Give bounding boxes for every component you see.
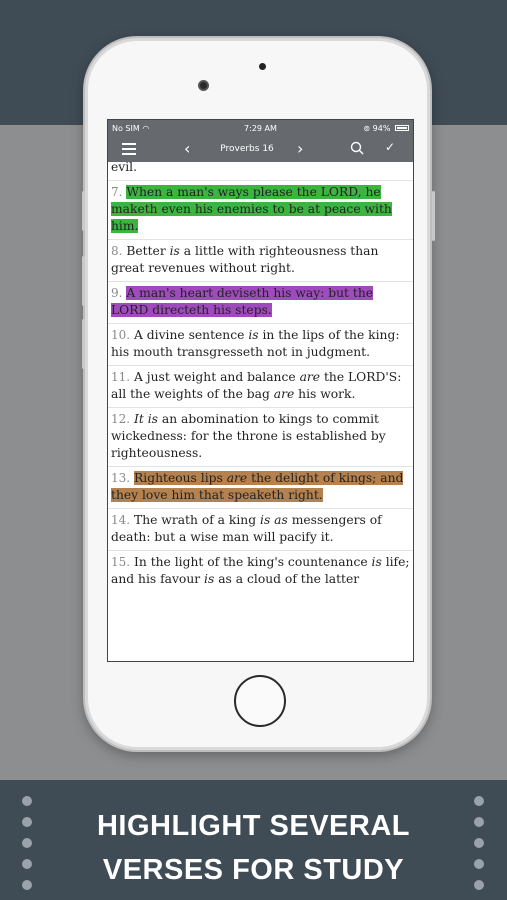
app-screen (107, 119, 414, 662)
verse-number: 12. (111, 412, 131, 426)
battery-percent: 94% (372, 123, 391, 133)
verse-7[interactable] (108, 181, 413, 240)
verse-number: 8. (111, 244, 123, 258)
chapter-title[interactable]: Proverbs 16 (220, 144, 274, 154)
power-button (432, 191, 435, 241)
phone-frame (85, 38, 430, 750)
verse-13[interactable] (108, 467, 413, 509)
caption-band (0, 780, 507, 900)
battery-icon (395, 125, 409, 131)
carrier-label: No SIM (112, 123, 140, 133)
promo-headline: HIGHLIGHT SEVERAL VERSES FOR STUDY (96, 810, 410, 886)
verse-11[interactable]: 11. A just weight and balance are the LORD'S: all the weights of the bag are his work. (108, 366, 413, 408)
previous-chapter-button[interactable]: ‹ (184, 139, 191, 158)
verse-number: 7. (111, 185, 123, 199)
speaker-icon (259, 63, 266, 70)
lock-rotation-icon: ⊚ (363, 123, 373, 133)
search-icon[interactable] (350, 141, 364, 155)
verse-number: 15. (111, 555, 131, 569)
volume-down-button (82, 319, 85, 369)
verse-text-highlighted: A man's heart deviseth his way: but the LORD directeth his steps. (111, 286, 374, 317)
mute-switch (82, 191, 85, 231)
verse-14[interactable]: 14. The wrath of a king is as messengers of death: but a wise man will pacify it. (108, 509, 413, 551)
menu-icon[interactable] (122, 143, 136, 155)
decorative-dots-right (474, 796, 484, 900)
next-chapter-button[interactable]: › (297, 139, 304, 158)
verse-list (108, 162, 413, 592)
verse-10[interactable]: 10. A divine sentence is in the lips of the king: his mouth transgresseth not in judgment. (108, 324, 413, 366)
camera-icon (198, 80, 209, 91)
verse-number: 13. (111, 471, 131, 485)
verse-number: 10. (111, 328, 131, 342)
wifi-icon: ◠ (142, 123, 150, 133)
verse-8[interactable]: 8. Better is a little with righteousness than great revenues without right. (108, 240, 413, 282)
volume-up-button (82, 256, 85, 306)
verse-12[interactable]: 12. It is an abomination to kings to commit wickedness: for the throne is established by righteousness. (108, 408, 413, 467)
verse-text-highlighted: Righteous lips are the delight of kings; and they love him that speaketh right. (111, 471, 404, 502)
verse-15[interactable]: 15. In the light of the king's countenance is life; and his favour is as a cloud of the latter (111, 555, 410, 586)
verse-number: 14. (111, 513, 131, 527)
verse-text-highlighted: When a man's ways please the LORD, he maketh even his enemies to be at peace with him. (111, 185, 392, 233)
verse-9[interactable] (108, 282, 413, 324)
verse-number: 9. (111, 286, 123, 300)
confirm-check-icon[interactable]: ✓ (385, 140, 396, 154)
verse-number: 11. (111, 370, 131, 384)
status-bar (108, 120, 413, 136)
home-button[interactable] (234, 675, 286, 727)
status-time: 7:29 AM (244, 123, 277, 133)
verse-fragment[interactable]: evil. (108, 156, 413, 181)
